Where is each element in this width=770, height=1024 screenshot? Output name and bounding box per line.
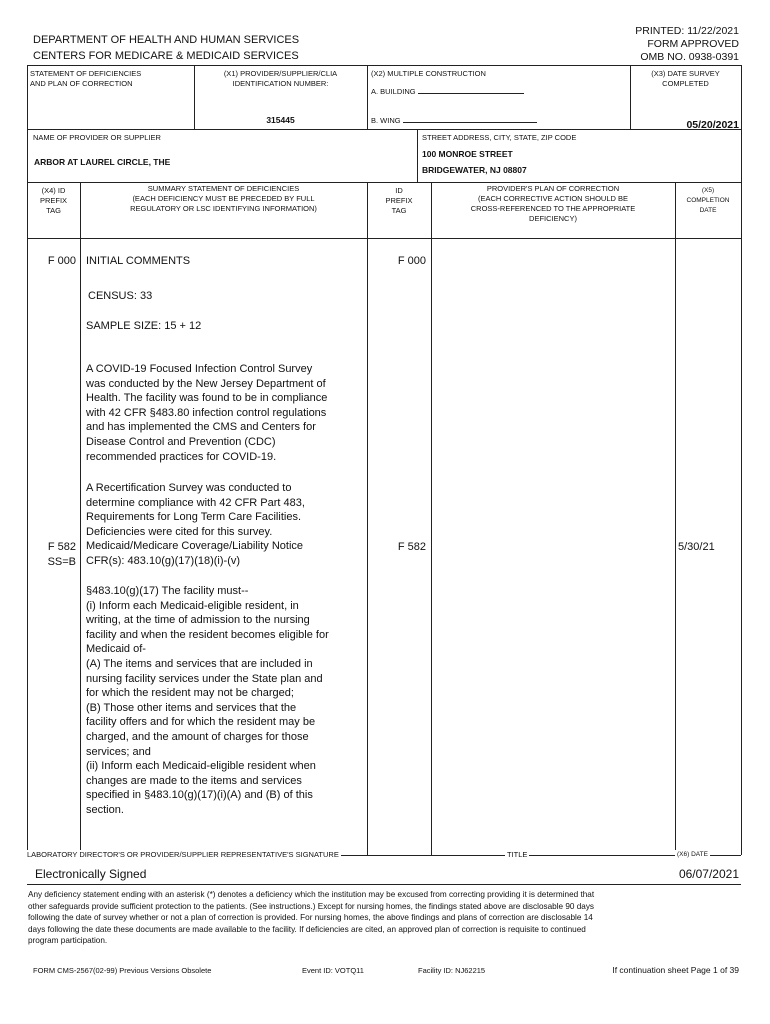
agency-name: CENTERS FOR MEDICARE & MEDICAID SERVICES — [33, 50, 299, 62]
f582-cfr: CFR(s): 483.10(g)(17)(18)(i)-(v) — [86, 554, 241, 567]
address-label: STREET ADDRESS, CITY, STATE, ZIP CODE — [422, 133, 577, 142]
page-indicator: If continuation sheet Page 1 of 39 — [612, 965, 739, 975]
x2-label: (X2) MULTIPLE CONSTRUCTION — [371, 69, 486, 78]
x5-column-header: (X5) COMPLETION DATE — [686, 187, 730, 214]
wing-field: B. WING — [371, 114, 537, 126]
signature-value: Electronically Signed — [35, 867, 147, 881]
summary-column-header: SUMMARY STATEMENT OF DEFICIENCIES (EACH DEFICIENCY MUST BE PRECEDED BY FULL REGULATORY OR LSC IDENTIFYING INFORMATION) — [130, 184, 317, 213]
plan-column-header: PROVIDER'S PLAN OF CORRECTION (EACH CORRECTIVE ACTION SHOULD BE CROSS-REFERENCED TO THE APPROPRIATE DEFICIENCY) — [470, 184, 636, 223]
provider-name-label: NAME OF PROVIDER OR SUPPLIER — [33, 133, 161, 142]
title-label: TITLE — [507, 850, 528, 859]
regulation-text: §483.10(g)(17) The facility must-- (i) Inform each Medicaid-eligible resident, in writing, at the time of admission to the nursing facility and when the resident becomes eligible for Medicaid of- (A) The items and services that are included in nursing facility services under the State plan and for which the resident may not be charged; (B) Those other items and services that the facility offers and for which the resident may be charged, and the amount of charges for those services; and (ii) Inform each Medicaid-eligible resident when changes are made to the items and services specified in §483.10(g)(17)(i)(A) and (B) of this section. — [86, 585, 329, 816]
completion-date-f582: 5/30/21 — [678, 541, 715, 553]
census-text: CENSUS: 33 — [88, 290, 153, 302]
department-name: DEPARTMENT OF HEALTH AND HUMAN SERVICES — [33, 34, 300, 46]
statement-label: STATEMENT OF DEFICIENCIES AND PLAN OF CORRECTION — [30, 69, 142, 88]
event-id: Event ID: VOTQ11 — [302, 966, 364, 975]
covid-survey-paragraph: A COVID-19 Focused Infection Control Survey was conducted by the New Jersey Department of Health. The facility was found to be in compliance with 42 CFR §483.80 infection control regulations and has implemented the CMS and Centers for Disease Control and Prevention (CDC) recommended practices for COVID-19. — [86, 363, 328, 463]
recertification-paragraph: A Recertification Survey was conducted to determine compliance with 42 CFR Part 483, Requirements for Long Term Care Facilities. Deficiencies were cited for this survey. Medicaid/Medicare Coverage/Liability Notice CFR(s): 483.10(g)(17)(18)(i)-(v) — [86, 482, 305, 567]
disclaimer-text: Any deficiency statement ending with an asterisk (*) denotes a deficiency which the institution may be excused from correcting providing it is determined that other safeguards provide sufficient protection to the patients. (See instructions.) Except for nursing homes, the findings stated above are disclosable 90 days following the date of survey whether or not a plan of correction is provided. For nursing homes, the above findings and plans of correction are disclosable 14 days following the date these documents are made available to the facility. If deficiencies are cited, an approved plan of correction is requisite to continued program participation. — [28, 890, 595, 946]
building-field: A. BUILDING — [371, 85, 524, 97]
signature-label: LABORATORY DIRECTOR'S OR PROVIDER/SUPPLIER REPRESENTATIVE'S SIGNATURE — [27, 850, 339, 859]
prefix-tag-f582: F 582 SS=B — [47, 541, 76, 568]
form-number: FORM CMS-2567(02-99) Previous Versions Obsolete — [33, 966, 212, 975]
facility-id: Facility ID: NJ62215 — [418, 966, 486, 975]
f582-title: Medicaid/Medicare Coverage/Liability Notice — [86, 540, 304, 553]
x6-date-label: (X6) DATE — [677, 851, 708, 858]
x4-column-header: (X4) ID PREFIX TAG — [39, 186, 68, 215]
form-approved-label: FORM APPROVED — [647, 38, 739, 50]
x1-label: (X1) PROVIDER/SUPPLIER/CLIA IDENTIFICATION NUMBER: — [223, 69, 338, 88]
x3-label: (X3) DATE SURVEY COMPLETED — [651, 69, 720, 88]
initial-comments-heading: INITIAL COMMENTS — [86, 255, 191, 267]
survey-completed-date: 05/20/2021 — [686, 119, 739, 131]
provider-name: ARBOR AT LAUREL CIRCLE, THE — [34, 157, 171, 167]
printed-date: PRINTED: 11/22/2021 — [635, 25, 739, 37]
provider-id-number: 315445 — [266, 115, 295, 125]
id-tag-f582: F 582 — [397, 541, 426, 553]
id-column-header: ID PREFIX TAG — [385, 186, 413, 215]
id-tag-f000: F 000 — [397, 255, 426, 267]
sample-size-text: SAMPLE SIZE: 15 + 12 — [86, 320, 202, 332]
signature-date: 06/07/2021 — [678, 867, 739, 881]
street-address: 100 MONROE STREET — [422, 149, 513, 159]
prefix-tag-f000: F 000 — [47, 255, 76, 267]
omb-number: OMB NO. 0938-0391 — [640, 51, 739, 63]
city-state-zip: BRIDGEWATER, NJ 08807 — [422, 165, 527, 175]
